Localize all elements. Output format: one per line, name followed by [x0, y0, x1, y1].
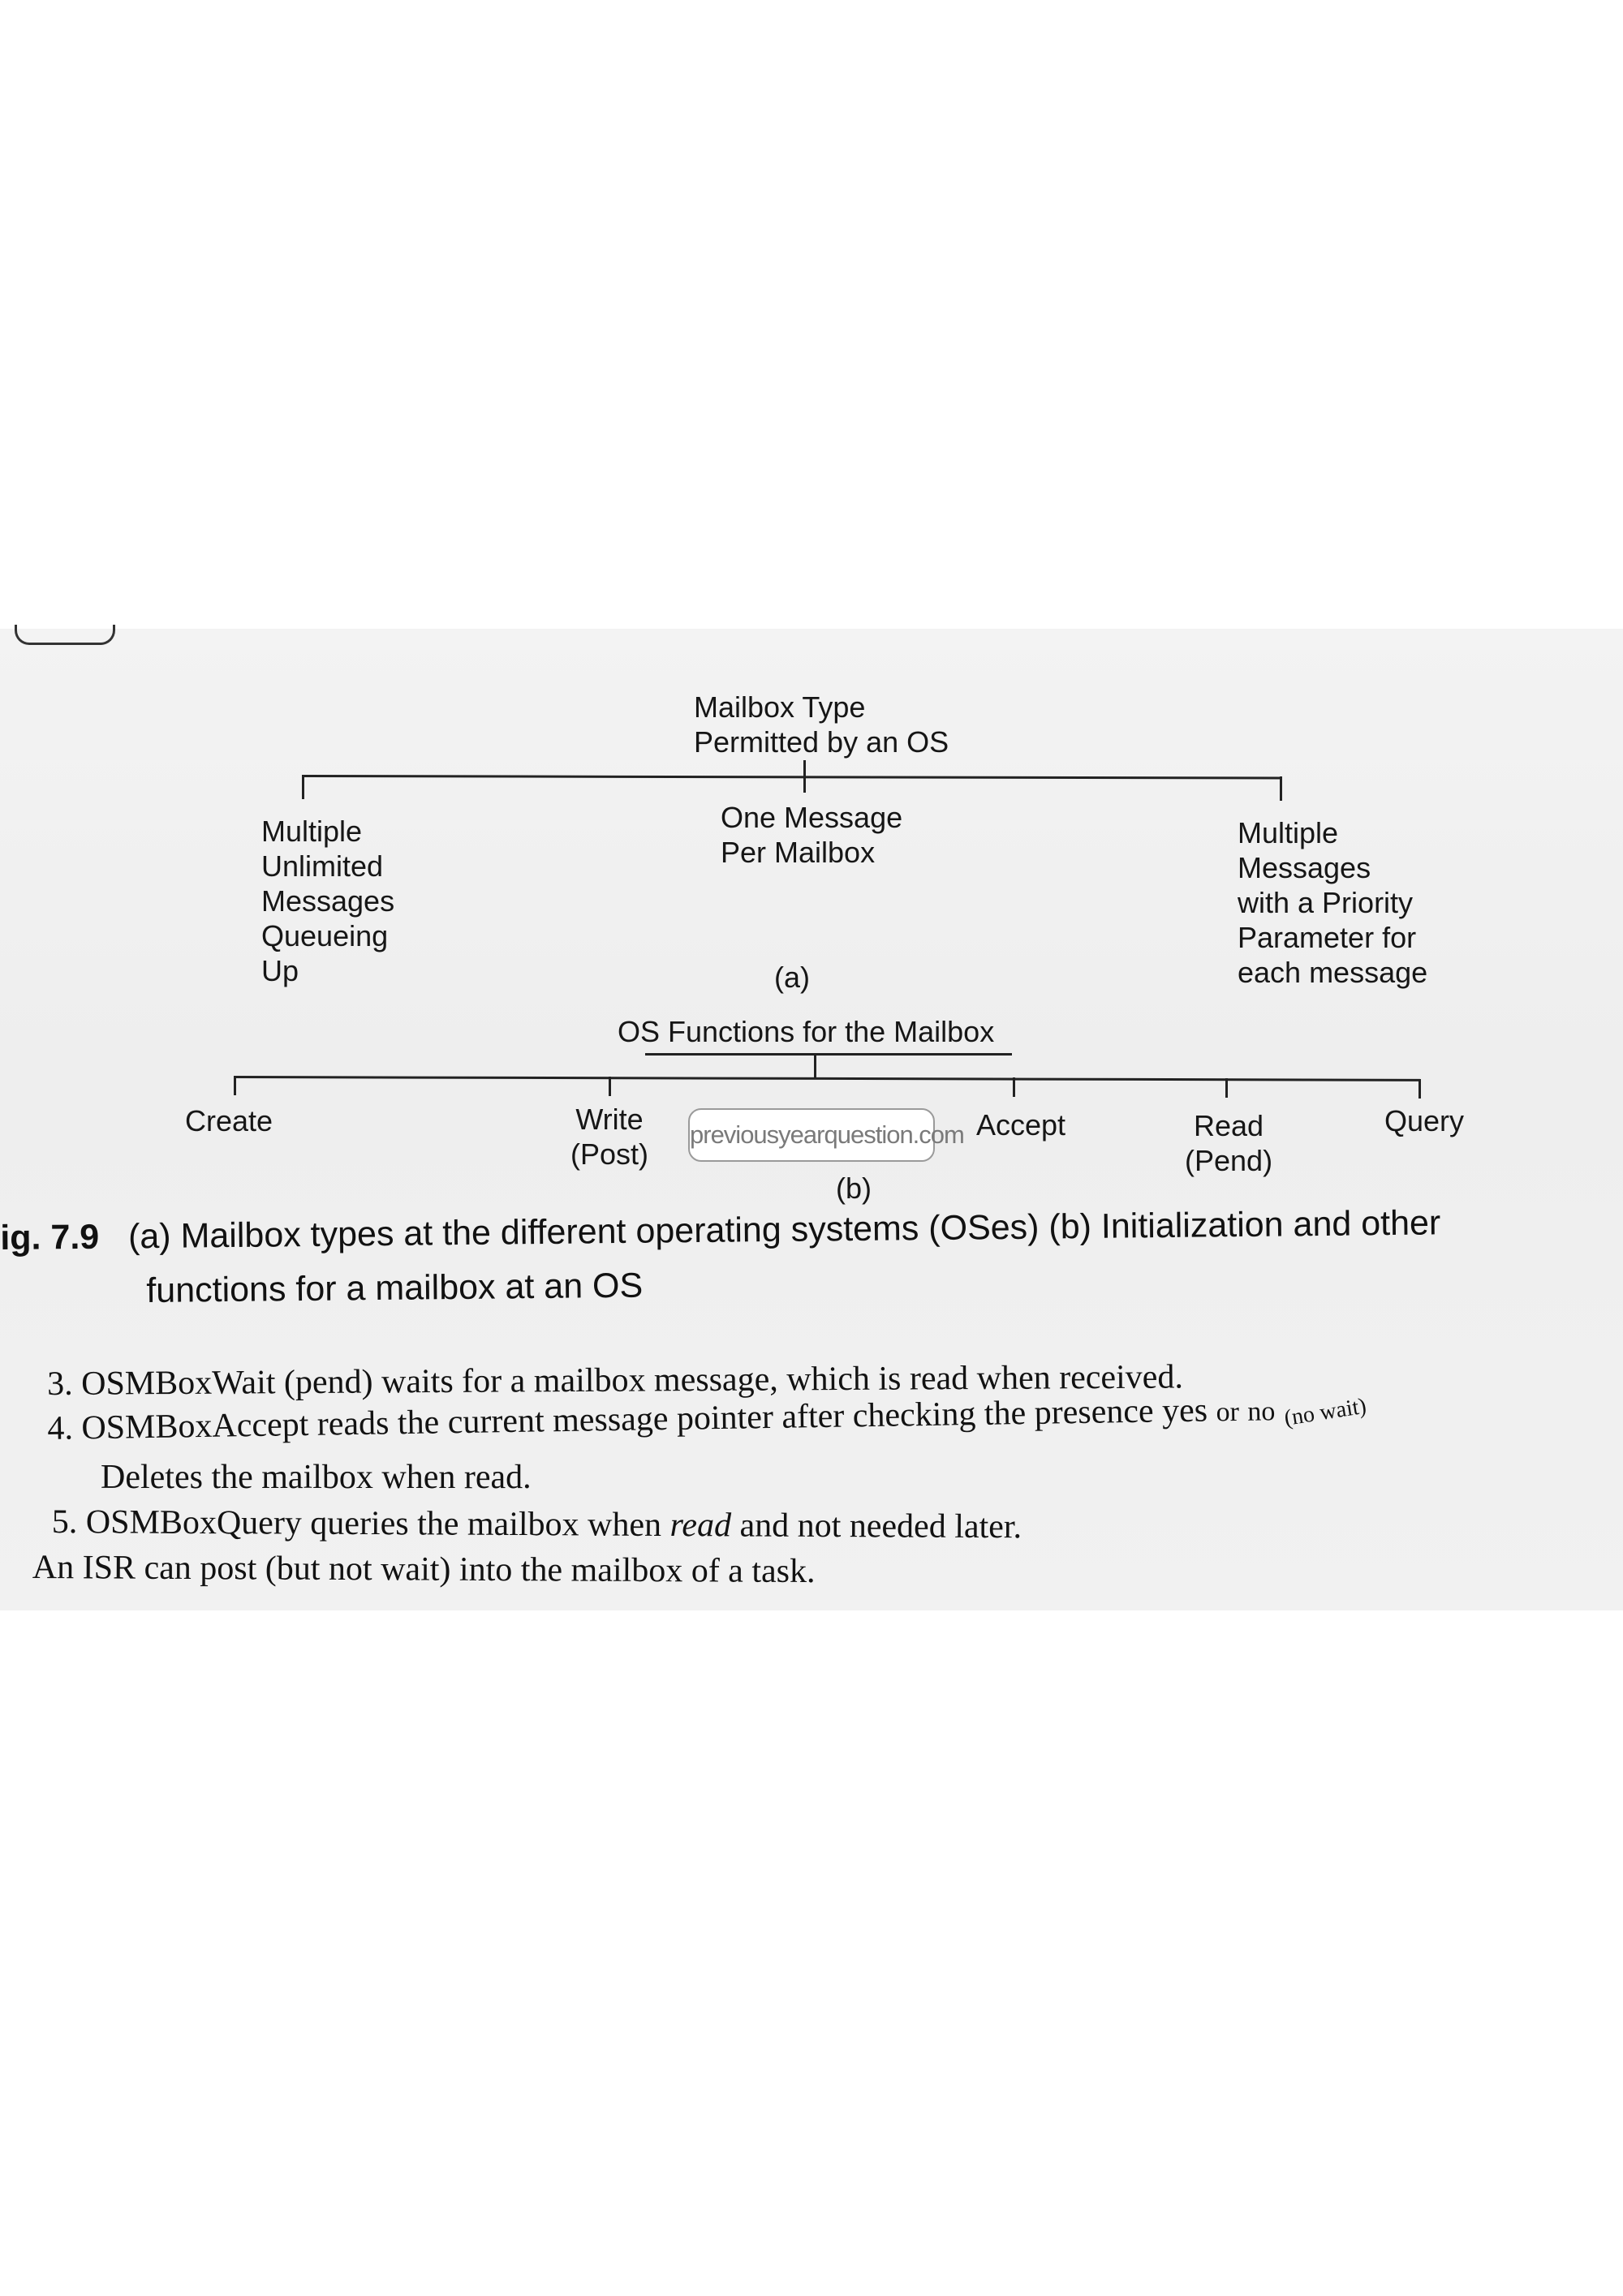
list-item-4-tail-no: no — [1247, 1396, 1276, 1427]
figure-b-child-create: Create — [185, 1104, 273, 1137]
figure-b-child-write: Write (Post) — [570, 1103, 649, 1171]
figure-b-tick-read — [1225, 1078, 1228, 1098]
figure-b-tick-accept — [1013, 1077, 1015, 1097]
list-item-4-number: 4. — [47, 1409, 74, 1447]
watermark-stamp: previousyearquestion.com — [688, 1108, 935, 1162]
figure-b-root-label: OS Functions for the Mailbox — [618, 1015, 995, 1048]
figure-a-root-label: Mailbox Type Permitted by an OS — [694, 690, 949, 759]
list-item-4-text: OSMBoxAccept reads the current message pointer after checking the presence yes — [81, 1391, 1208, 1447]
figure-b-child-accept: Accept — [976, 1108, 1066, 1142]
caption-line-2: functions for a mailbox at an OS — [146, 1266, 644, 1310]
page-corner-mark — [15, 625, 115, 645]
figure-a-right-tick — [1280, 776, 1282, 801]
list-item-4-continuation: Deletes the mailbox when read. — [101, 1459, 532, 1496]
caption-line-1: (a) Mailbox types at the different operating systems (OSes) (b) Initialization and other — [127, 1203, 1441, 1257]
isr-note: An ISR can post (but not wait) into the mailbox of a task. — [32, 1549, 816, 1591]
figure-number: ig. 7.9 — [0, 1217, 100, 1258]
list-item-5-number: 5. — [51, 1503, 78, 1541]
figure-b-tick-query — [1419, 1079, 1421, 1099]
list-item-3-number: 3. — [47, 1365, 73, 1403]
list-item-3-text: OSMBoxWait (pend) waits for a mailbox message, which is read when received. — [81, 1358, 1184, 1403]
list-item-5-text-before: OSMBoxQuery queries the mailbox when — [85, 1503, 670, 1544]
figure-b-child-read: Read (Pend) — [1185, 1109, 1273, 1177]
figure-b-title-underline — [645, 1053, 1012, 1056]
list-item-5-text-italic: read — [669, 1506, 732, 1545]
figure-a-child-multiple-unlimited: Multiple Unlimited Messages Queueing Up — [261, 815, 395, 987]
figure-a-child-priority: Multiple Messages with a Priority Parameter for each message — [1238, 816, 1428, 989]
list-item-4-tail-or: or — [1216, 1396, 1240, 1428]
figure-a-label: (a) — [774, 961, 810, 994]
figure-b-tick-create — [234, 1076, 236, 1095]
figure-a-left-tick — [302, 775, 304, 799]
figure-b-label: (b) — [836, 1172, 872, 1205]
list-item-5 — [52, 1501, 1022, 1548]
figure-a-child-one-message: One Message Per Mailbox — [721, 801, 903, 869]
list-item-4-tail-no-wait: (no wait) — [1282, 1393, 1368, 1431]
figure-b-root-connector — [814, 1055, 816, 1077]
figure-b-child-query: Query — [1384, 1104, 1465, 1137]
figure-b-tick-write — [609, 1077, 611, 1096]
list-item-5-text-after: and not needed later. — [730, 1507, 1022, 1546]
